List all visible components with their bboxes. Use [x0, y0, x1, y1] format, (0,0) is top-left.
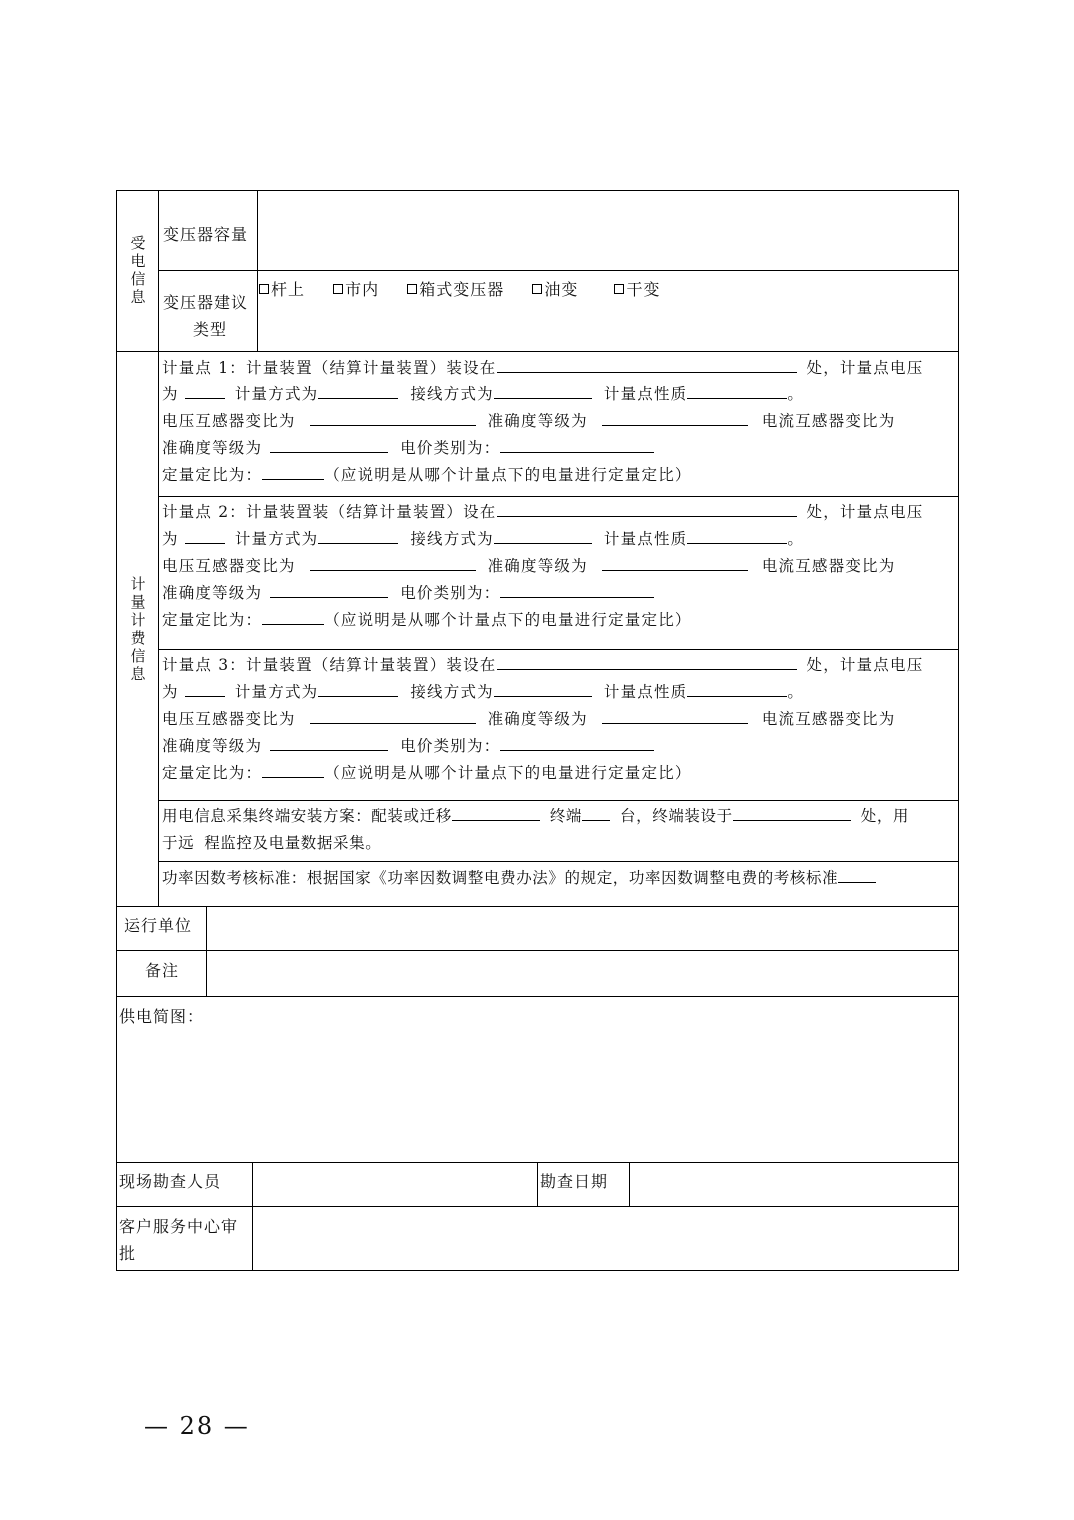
- checkbox-icon[interactable]: [333, 284, 343, 294]
- terminal-count-field[interactable]: [582, 807, 610, 821]
- row-divider: [158, 861, 959, 862]
- wiring-method-field[interactable]: [494, 683, 592, 697]
- table-right-border: [958, 190, 959, 1271]
- voltage-field[interactable]: [185, 683, 225, 697]
- table-left-border: [116, 190, 117, 1271]
- option-oil[interactable]: 油变: [532, 280, 578, 299]
- option-box[interactable]: 箱式变压器: [407, 280, 504, 299]
- terminal-install-line-2: 于远 程监控及电量数据采集。: [162, 834, 382, 852]
- option-indoor[interactable]: 市内: [333, 280, 379, 299]
- metering-method-field[interactable]: [318, 683, 398, 697]
- point-line-5: 定量定比为： （应说明是从哪个计量点下的电量进行定量定比）: [162, 764, 692, 782]
- fixed-ratio-field[interactable]: [262, 466, 324, 480]
- point-nature-field[interactable]: [687, 683, 787, 697]
- install-location-field[interactable]: [497, 656, 797, 670]
- terminal-location-field[interactable]: [733, 807, 851, 821]
- tariff-category-field[interactable]: [500, 584, 654, 598]
- remarks-field[interactable]: [208, 952, 956, 994]
- option-dry[interactable]: 干变: [614, 280, 660, 299]
- checkbox-icon[interactable]: [259, 284, 269, 294]
- fixed-ratio-field[interactable]: [262, 764, 324, 778]
- approval-label: 客户服务中心审: [119, 1217, 239, 1236]
- pt-ratio-field[interactable]: [310, 710, 476, 724]
- point-line-3: 电压互感器变比为 准确度等级为 电流互感器变比为: [162, 557, 896, 575]
- point-line-4: 准确度等级为 电价类别为：: [162, 583, 654, 603]
- tariff-category-field[interactable]: [500, 439, 654, 453]
- survey-date-field[interactable]: [631, 1164, 956, 1204]
- row-divider: [116, 351, 959, 352]
- ct-accuracy-field[interactable]: [270, 439, 388, 453]
- wiring-method-field[interactable]: [494, 385, 592, 399]
- surveyor-field[interactable]: [254, 1164, 535, 1204]
- row-divider: [158, 270, 959, 271]
- accuracy-field[interactable]: [602, 710, 748, 724]
- option-pole[interactable]: 杆上: [259, 280, 305, 299]
- install-location-field[interactable]: [497, 359, 797, 373]
- supply-diagram-label: 供电简图：: [119, 1007, 205, 1026]
- operating-unit-label: 运行单位: [124, 916, 193, 935]
- transformer-type-label: 变压器建议: [163, 293, 249, 312]
- voltage-field[interactable]: [185, 385, 225, 399]
- row-divider: [158, 496, 959, 497]
- table-top-border: [116, 190, 959, 191]
- transformer-capacity-field[interactable]: [260, 218, 950, 258]
- pt-ratio-field[interactable]: [310, 412, 476, 426]
- transformer-type-label-2: 类型: [193, 320, 228, 339]
- terminal-install-line-1: 用电信息采集终端安装方案：配装或迁移 终端 台，终端装设于 处，用: [162, 807, 910, 825]
- pt-ratio-field[interactable]: [310, 557, 476, 571]
- page-number: — 28 —: [144, 1412, 250, 1440]
- power-info-section-label: 受电信息: [130, 234, 146, 306]
- transformer-type-options: [259, 277, 682, 300]
- checkbox-icon[interactable]: [532, 284, 542, 294]
- ct-accuracy-field[interactable]: [270, 584, 388, 598]
- col-divider: [537, 1162, 538, 1206]
- wiring-method-field[interactable]: [494, 530, 592, 544]
- fixed-ratio-field[interactable]: [262, 611, 324, 625]
- point-line-5: 定量定比为： （应说明是从哪个计量点下的电量进行定量定比）: [162, 466, 692, 484]
- row-divider: [116, 906, 959, 907]
- tariff-category-field[interactable]: [500, 737, 654, 751]
- approval-label-2: 批: [119, 1244, 137, 1263]
- accuracy-field[interactable]: [602, 412, 748, 426]
- point-line-4: 准确度等级为 电价类别为：: [162, 736, 654, 756]
- col-divider: [206, 906, 207, 996]
- checkbox-icon[interactable]: [614, 284, 624, 294]
- supply-diagram-area[interactable]: [118, 1030, 956, 1158]
- voltage-field[interactable]: [185, 530, 225, 544]
- point-line-1: 计量点 1：计量装置（结算计量装置）装设在 处，计量点电压: [162, 359, 924, 377]
- metering-method-field[interactable]: [318, 385, 398, 399]
- point-line-3: 电压互感器变比为 准确度等级为 电流互感器变比为: [162, 710, 896, 728]
- accuracy-field[interactable]: [602, 557, 748, 571]
- col-divider: [629, 1162, 630, 1206]
- point-line-3: 电压互感器变比为 准确度等级为 电流互感器变比为: [162, 412, 896, 430]
- power-factor-standard-field[interactable]: [838, 869, 876, 883]
- install-location-field[interactable]: [497, 503, 797, 517]
- point-line-2: 为 计量方式为 接线方式为 计量点性质 。: [162, 530, 805, 548]
- col-divider: [158, 190, 159, 906]
- point-nature-field[interactable]: [687, 385, 787, 399]
- point-line-1: 计量点 2：计量装置装（结算计量装置）设在 处，计量点电压: [162, 503, 924, 521]
- row-divider: [116, 950, 959, 951]
- point-line-2: 为 计量方式为 接线方式为 计量点性质 。: [162, 683, 805, 701]
- survey-date-label: 勘查日期: [540, 1172, 609, 1191]
- install-move-field[interactable]: [452, 807, 540, 821]
- point-line-1: 计量点 3：计量装置（结算计量装置）装设在 处，计量点电压: [162, 656, 924, 674]
- transformer-capacity-label: 变压器容量: [163, 225, 249, 244]
- point-line-4: 准确度等级为 电价类别为：: [162, 438, 654, 458]
- table-bottom-border: [116, 1270, 959, 1271]
- operating-unit-field[interactable]: [208, 908, 956, 948]
- col-divider: [257, 190, 258, 351]
- row-divider: [158, 649, 959, 650]
- row-divider: [116, 996, 959, 997]
- metering-section-label: 计量计费信息: [130, 575, 146, 683]
- remarks-label: 备注: [145, 961, 180, 980]
- metering-method-field[interactable]: [318, 530, 398, 544]
- col-divider: [252, 1162, 253, 1270]
- point-nature-field[interactable]: [687, 530, 787, 544]
- power-factor-line: 功率因数考核标准：根据国家《功率因数调整电费办法》的规定，功率因数调整电费的考核标准: [162, 868, 876, 888]
- surveyor-label: 现场勘查人员: [119, 1172, 222, 1191]
- ct-accuracy-field[interactable]: [270, 737, 388, 751]
- point-line-5: 定量定比为： （应说明是从哪个计量点下的电量进行定量定比）: [162, 611, 692, 629]
- row-divider: [116, 1206, 959, 1207]
- approval-field[interactable]: [254, 1208, 956, 1268]
- row-divider: [158, 800, 959, 801]
- checkbox-icon[interactable]: [407, 284, 417, 294]
- point-line-2: 为 计量方式为 接线方式为 计量点性质 。: [162, 385, 805, 403]
